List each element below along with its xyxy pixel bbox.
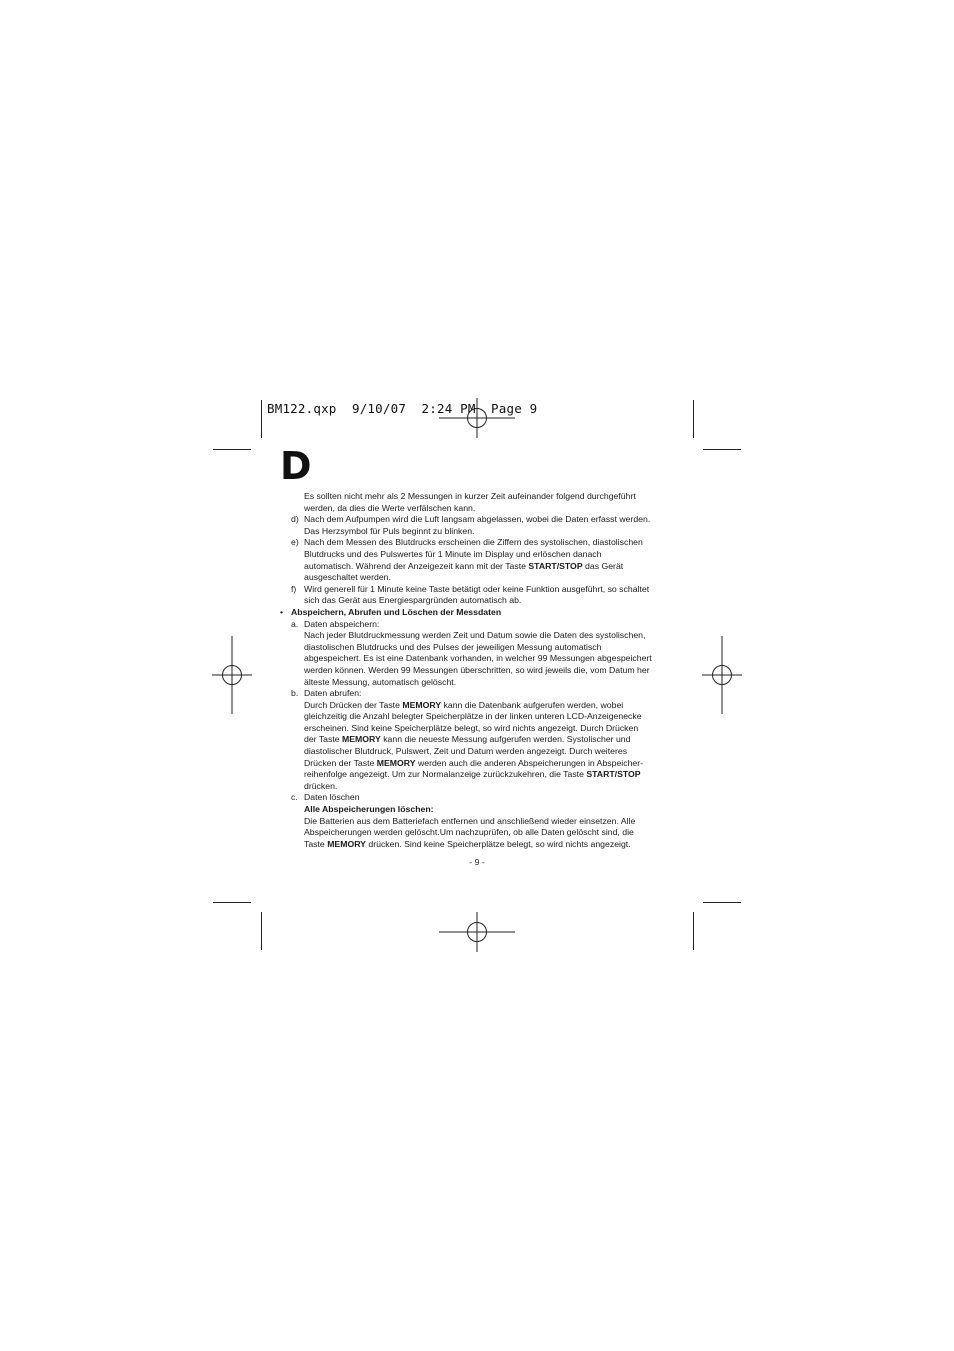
text-span: kann die Datenbank aufgerufen werden, wobei [441, 699, 624, 710]
item-label: c. [291, 792, 298, 803]
bullet-icon: • [280, 606, 284, 617]
text-line: werden, da dies die Werte verfälschen kann. [304, 502, 476, 513]
list-item-c [280, 792, 680, 850]
crop-mark-bottom-left-horizontal [213, 902, 251, 903]
item-label: a. [291, 618, 299, 629]
text-line: Blutdrucks und des Pulswertes für 1 Minute im Display und erlöschen danach [304, 548, 602, 559]
text-line: älteste Messung, automatisch gelöscht. [304, 676, 457, 687]
key-start-stop: START/STOP [586, 769, 641, 780]
text-line: Nach jeder Blutdruckmessung werden Zeit und Datum sowie die Daten des systolischen, [304, 630, 646, 641]
key-start-stop: START/STOP [528, 560, 583, 571]
text-line: erscheinen. Sind keine Speicherplätze belegt, so wird nichts angezeigt. Durch Drücken [304, 722, 639, 733]
print-slug: BM122.qxp 9/10/07 2:24 PM Page 9 [267, 401, 538, 416]
text-span: Durch Drücken der Taste [304, 699, 403, 710]
text-line: drücken. [304, 780, 338, 791]
crop-mark-top-left-vertical [261, 400, 262, 438]
list-item-f [280, 584, 680, 607]
list-item-d [280, 514, 680, 537]
text-line: werden können. Werden 99 Messungen überschritten, so wird jeweils die, vom Datum her [304, 664, 650, 675]
text-span: Drücken der Taste [304, 757, 377, 768]
text-line [304, 758, 680, 770]
item-label: f) [291, 583, 297, 594]
text-line [304, 839, 680, 851]
text-span: reihenfolge angezeigt. Um zur Normalanzeige zurückzukehren, die Taste [304, 769, 587, 780]
crop-mark-top-right-vertical [693, 400, 694, 438]
crop-mark-top-left-horizontal [213, 449, 251, 450]
registration-mark-bottom-icon [437, 912, 517, 952]
section-title: Abspeichern, Abrufen und Löschen der Messdaten [291, 606, 502, 617]
text-span: automatisch. Während der Anzeigezeit kann mit der Taste [304, 560, 529, 571]
text-line [304, 700, 680, 712]
text-span: kann die neueste Messung aufgerufen werden. Systolischer und [380, 734, 631, 745]
text-line: gleichzeitig die Anzahl belegter Speicherplätze in der linken unteren LCD-Anzeigenecke [304, 711, 642, 722]
text-line: Nach dem Messen des Blutdrucks erscheinen die Ziffern des systolischen, diastolischen [304, 537, 643, 548]
key-memory: MEMORY [376, 757, 416, 768]
text-line: Wird generell für 1 Minute keine Taste betätigt oder keine Funktion ausgeführt, so schaltet [304, 583, 650, 594]
text-span: Taste [304, 838, 328, 849]
text-line: Es sollten nicht mehr als 2 Messungen in kurzer Zeit aufeinander folgend durchgeführt [304, 491, 636, 501]
text-line [304, 561, 680, 573]
key-memory: MEMORY [342, 734, 381, 745]
text-span: das Gerät [582, 560, 624, 571]
text-line: sich das Gerät aus Energiespargründen automatisch ab. [304, 595, 522, 606]
text-line: Die Batterien aus dem Batteriefach entfernen und anschließend wieder einsetzen. Alle [304, 815, 636, 826]
language-marker: D [280, 444, 312, 488]
item-label: d) [291, 514, 299, 525]
item-title: Daten abspeichern: [304, 618, 380, 629]
page-number: - 9 - [469, 857, 485, 867]
intro-paragraph [280, 491, 680, 514]
registration-mark-right-icon [702, 636, 742, 714]
registration-mark-left-icon [212, 636, 252, 714]
text-line: diastolischen Blutdrucks und des Pulses der jeweiligen Messung automatisch [304, 641, 602, 652]
text-line: Nach dem Aufpumpen wird die Luft langsam abgelassen, wobei die Daten erfasst werden. [304, 514, 651, 525]
item-title: Daten abrufen: [304, 688, 362, 699]
list-item-b [280, 688, 680, 792]
item-title: Daten löschen [304, 792, 360, 803]
key-memory: MEMORY [402, 699, 442, 710]
crop-mark-bottom-right-vertical [693, 912, 694, 950]
crop-mark-bottom-right-horizontal [703, 902, 741, 903]
key-memory: MEMORY [327, 838, 366, 849]
text-line [304, 734, 680, 746]
text-line: ausgeschaltet werden. [304, 572, 391, 583]
crop-mark-top-right-horizontal [703, 449, 741, 450]
text-line: diastolischer Blutdruck, Pulswert, Zeit und Datum werden angezeigt. Durch weiteres [304, 746, 628, 757]
text-span: drücken. Sind keine Speicherplätze belegt, so wird nichts angezeigt. [365, 838, 631, 849]
text-line: Abspeicherungen werden gelöscht.Um nachzuprüfen, ob alle Daten gelöscht sind, die [304, 827, 634, 838]
item-label: e) [291, 537, 299, 548]
list-item-e [280, 537, 680, 583]
item-subheading: Alle Abspeicherungen löschen: [304, 804, 434, 815]
text-line [304, 769, 680, 781]
text-line: Das Herzsymbol für Puls beginnt zu blinken. [304, 525, 475, 536]
section-heading [280, 607, 680, 619]
item-label: b. [291, 688, 299, 699]
list-item-a [280, 619, 680, 689]
crop-mark-bottom-left-vertical [261, 912, 262, 950]
text-line: abgespeichert. Es ist eine Datenbank vorhanden, in welcher 99 Messungen abgespeichert [304, 653, 652, 664]
text-span: werden auch die anderen Abspeicherungen in Abspeicher- [415, 757, 644, 768]
body-text [280, 491, 680, 850]
text-span: der Taste [304, 734, 342, 745]
